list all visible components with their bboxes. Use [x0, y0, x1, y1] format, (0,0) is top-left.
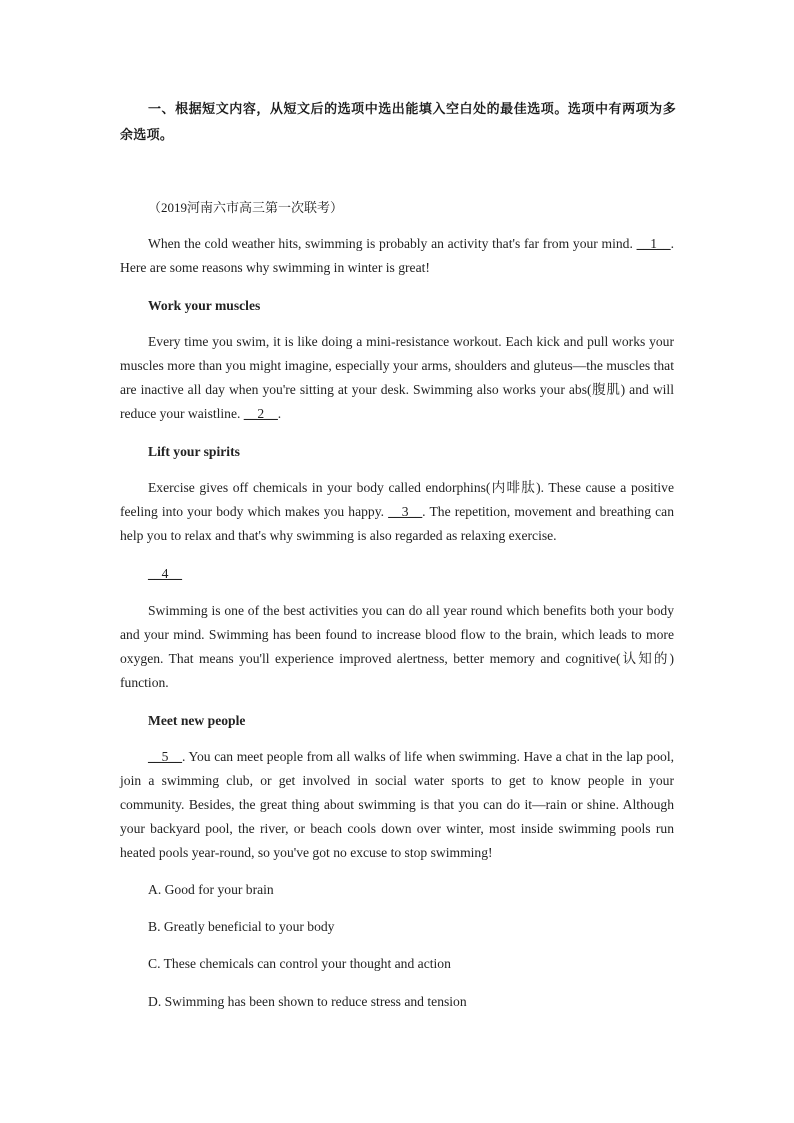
option-d-text: D. Swimming has been shown to reduce stress and tension [148, 994, 467, 1009]
intro-text: When the cold weather hits, swimming is probably an activity that's far from your mind. [148, 236, 637, 251]
blank-5: __5__ [148, 749, 182, 764]
heading-meet-new-people: Meet new people [148, 713, 246, 728]
intro-text-end: . Here are some reasons why swimming in winter is great! [120, 236, 674, 275]
section-heading [120, 562, 674, 586]
paragraph-text: . You can meet people from all walks of life when swimming. Have a chat in the lap pool, join a swimming club, or get involved in social water sports to get to know people in your community. Besides, the great thing about swimming is that you can do it—rain or shine. Although your backyard pool, the river, or beach cools down over winter, most inside swimming pools run heated pools year-round, so you've got no excuse to stop swimming! [120, 749, 674, 860]
paragraph-text-end: . [277, 406, 282, 421]
option-b-text: B. Greatly beneficial to your body [148, 919, 335, 934]
paragraph-text: Exercise gives off chemicals in your body called endorphins(内啡肽). These cause a positive feeling into your body which makes you happy. [120, 480, 674, 519]
heading-lift-your-spirits: Lift your spirits [148, 444, 240, 459]
blank-2: __2__ [243, 406, 278, 421]
heading-work-your-muscles: Work your muscles [148, 298, 261, 313]
option-c [120, 952, 674, 976]
option-a [120, 878, 674, 902]
source-citation: （2019河南六市高三第一次联考） [148, 200, 344, 215]
option-a-text: A. Good for your brain [148, 882, 274, 897]
option-b [120, 915, 674, 939]
blank-1: __1__ [636, 236, 671, 251]
section-heading [120, 440, 674, 464]
paragraph-text: Swimming is one of the best activities you can do all year round which benefits both your body and your mind. Swimming has been found to increase blood flow to the brain, which leads to more oxygen. That means you'll experience improved alertness, better memory and cognitive(认知的) function. [120, 603, 674, 690]
intro-paragraph [120, 232, 674, 280]
instruction-text: 一、根据短文内容，从短文后的选项中选出能填入空白处的最佳选项。选项中有两项为多余选项。 [120, 102, 676, 143]
blank-3: __3__ [388, 504, 423, 519]
option-d [120, 990, 674, 1014]
section-paragraph [120, 476, 674, 548]
section-paragraph [120, 599, 674, 695]
paragraph-text: Every time you swim, it is like doing a mini-resistance workout. Each kick and pull works your muscles more than you might imagine, especially your arms, shoulders and gluteus—the muscles that are inactive all day when you're sitting at your desk. Swimming also works your abs(腹肌) and will reduce your waistline. [120, 334, 674, 421]
section-heading [120, 294, 674, 318]
paragraph-text-end: . The repetition, movement and breathing can help you to relax and that's why swimming is also regarded as relaxing exercise. [120, 504, 674, 543]
section-heading [120, 709, 674, 733]
section-paragraph [120, 745, 674, 865]
option-c-text: C. These chemicals can control your thought and action [148, 956, 451, 971]
blank-4: __4__ [148, 566, 182, 581]
section-paragraph [120, 330, 674, 426]
